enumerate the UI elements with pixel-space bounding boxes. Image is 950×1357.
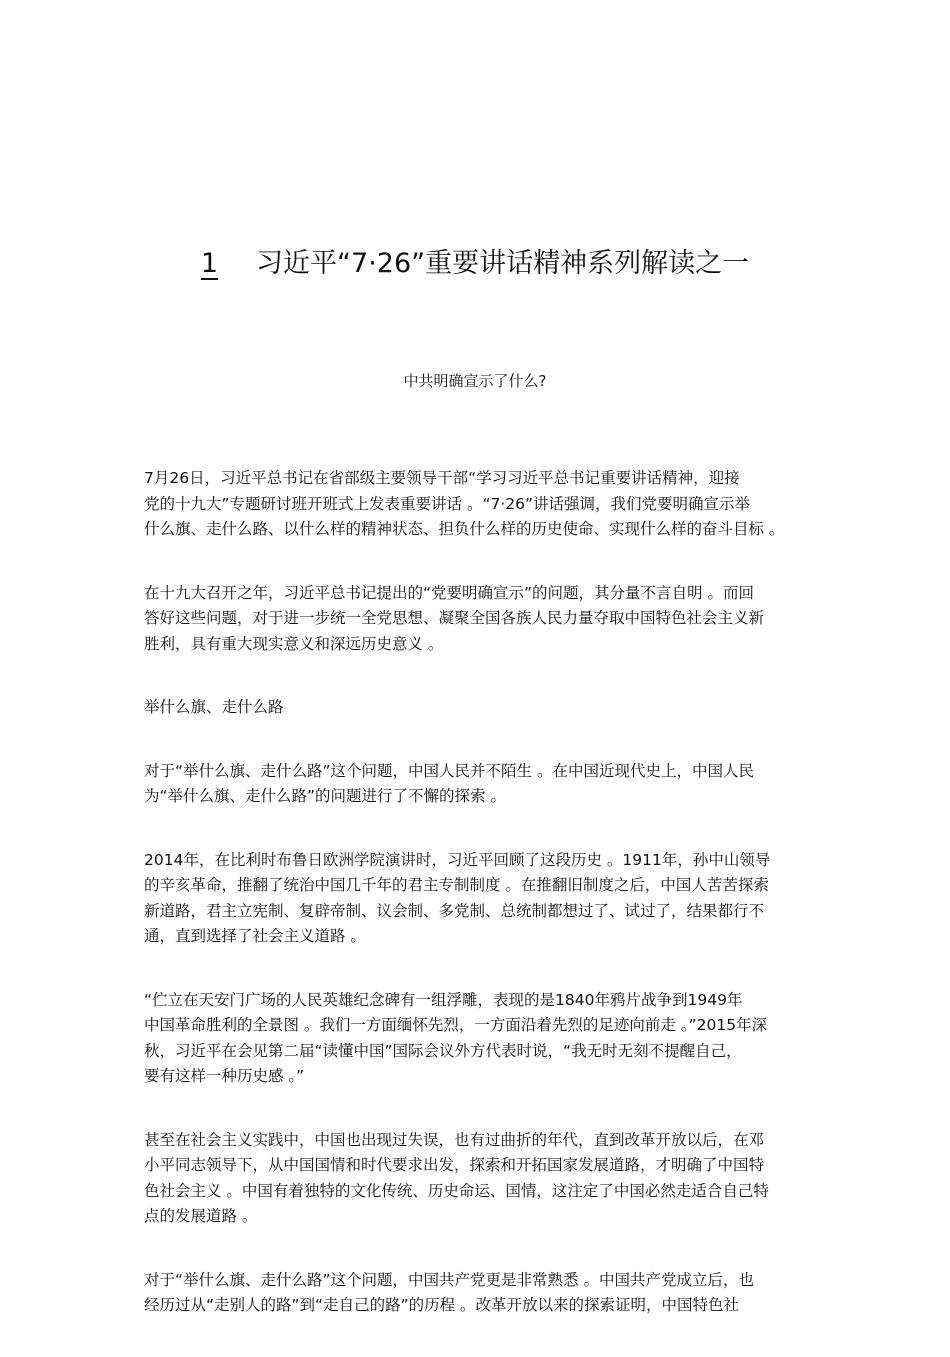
paragraph-line: 点的发展道路 。 — [144, 1207, 258, 1225]
document-subtitle: 中共明确宣示了什么? — [403, 372, 547, 390]
paragraph-line: 新道路，君主立宪制、复辟帝制、议会制、多党制、总统制都想过了、试过了，结果都行不 — [144, 901, 765, 920]
paragraph-line: 对于“举什么旗、走什么路”这个问题，中国人民并不陌生 。在中国近现代史上，中国人民 — [144, 761, 754, 780]
body-paragraph — [144, 988, 844, 1090]
paragraph-line: “伫立在天安门广场的人民英雄纪念碑有一组浮雕，表现的是1840年鸦片战争到1949年 — [144, 990, 743, 1009]
paragraph-line: 要有这样一种历史感 。” — [144, 1067, 305, 1085]
title-text: 习近平“7·26”重要讲话精神系列解读之一 — [256, 248, 750, 279]
body-paragraph — [144, 1128, 844, 1230]
section-heading: 举什么旗、走什么路 — [144, 698, 284, 716]
document-body — [144, 466, 844, 1357]
body-paragraph — [144, 581, 844, 658]
paragraph-line: 色社会主义 。中国有着独特的文化传统、历史命运、国情，这注定了中国必然走适合自己特 — [144, 1181, 769, 1200]
paragraph-line: 对于“举什么旗、走什么路”这个问题，中国共产党更是非常熟悉 。中国共产党成立后，也 — [144, 1270, 754, 1289]
title-number: 1 — [200, 248, 219, 279]
paragraph-line: 中国革命胜利的全景图 。我们一方面缅怀先烈，一方面沿着先烈的足迹向前走 。”2015年深 — [144, 1016, 768, 1034]
paragraph-line: 的辛亥革命，推翻了统治中国几千年的君主专制制度 。在推翻旧制度之后，中国人苦苦探索 — [144, 876, 769, 894]
body-paragraph — [144, 848, 844, 950]
paragraph-line: 秋，习近平在会见第二届“读懂中国”国际会议外方代表时说，“我无时无刻不提醒自己， — [144, 1041, 742, 1060]
paragraph-line: 经历过从“走别人的路”到“走自己的路”的历程 。改革开放以来的探索证明，中国特色社 — [144, 1296, 740, 1314]
document-title — [0, 244, 950, 284]
paragraph-line: 在十九大召开之年，习近平总书记提出的“党要明确宣示”的问题，其分量不言自明 。而回 — [144, 583, 754, 602]
paragraph-line: 为“举什么旗、走什么路”的问题进行了不懈的探索 。 — [144, 787, 506, 805]
body-paragraph — [144, 759, 844, 810]
paragraph-line: 什么旗、走什么路、以什么样的精神状态、担负什么样的历史使命、实现什么样的奋斗目标 。 — [144, 520, 785, 538]
paragraph-line: 2014年，在比利时布鲁日欧洲学院演讲时，习近平回顾了这段历史 。1911年，孙中山领导 — [144, 850, 771, 869]
paragraph-line: 答好这些问题，对于进一步统一全党思想、凝聚全国各族人民力量夺取中国特色社会主义新 — [144, 609, 765, 627]
body-paragraph — [144, 1268, 844, 1319]
paragraph-line: 小平同志领导下，从中国国情和时代要求出发，探索和开拓国家发展道路，才明确了中国特 — [144, 1156, 765, 1174]
paragraph-line: 党的十九大”专题研讨班开班式上发表重要讲话 。“7·26”讲话强调，我们党要明确宣示举 — [144, 494, 751, 513]
paragraph-line: 通，直到选择了社会主义道路 。 — [144, 927, 366, 945]
paragraph-line: 胜利，具有重大现实意义和深远历史意义 。 — [144, 634, 444, 653]
body-paragraph — [144, 466, 844, 543]
paragraph-line: 7月26日，习近平总书记在省部级主要领导干部“学习习近平总书记重要讲话精神，迎接 — [144, 469, 740, 487]
paragraph-line: 甚至在社会主义实践中，中国也出现过失误，也有过曲折的年代，直到改革开放以后，在邓 — [144, 1130, 765, 1149]
